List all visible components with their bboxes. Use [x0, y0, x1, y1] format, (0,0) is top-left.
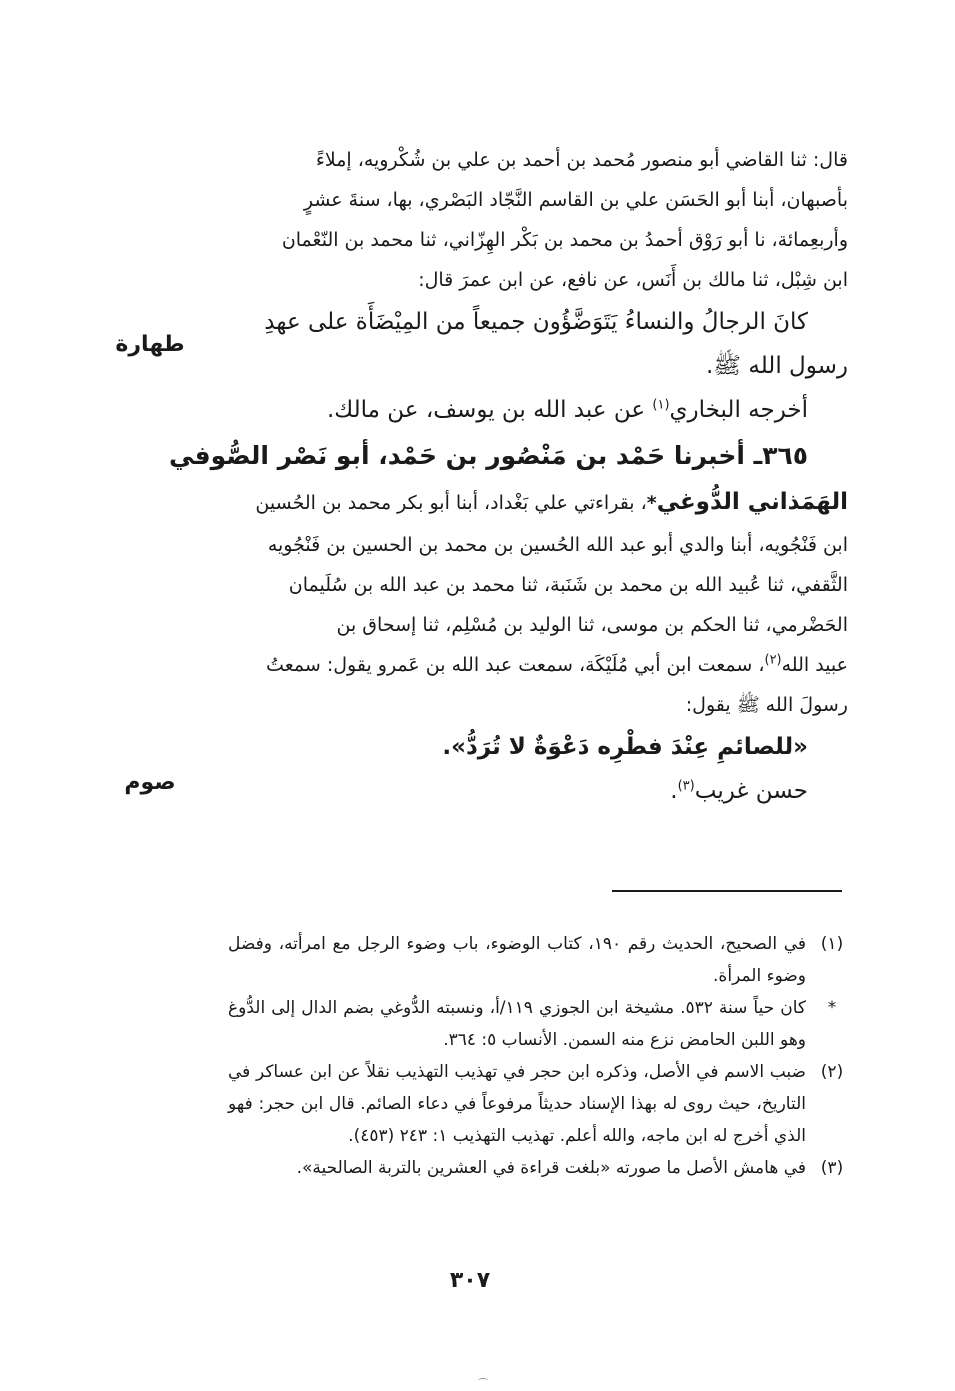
- page-number: ٣٠٧: [449, 1268, 491, 1293]
- footnotes: [228, 928, 850, 1184]
- hadith-text-line: «للصائمِ عِنْدَ فطْرِه دَعْوَةٌ لا تُرَدُّ».: [442, 734, 808, 760]
- footnote-ref: (٢): [764, 652, 782, 668]
- footnote-text: في هامش الأصل ما صورته «بلغت قراءة في العشرين بالتربة الصالحية».: [296, 1158, 806, 1178]
- narrator-name: الهَمَذاني الدُّوغي: [656, 489, 848, 515]
- footnote: [228, 928, 850, 992]
- isnad-text: ، بقراءتي علي بَغْداد، أبنا أبو بكر محمد بن الحُسين: [255, 492, 647, 514]
- margin-note-purity: طهارة: [115, 332, 185, 357]
- footnote-ref: (٣): [677, 778, 695, 794]
- isnad-line: رسولَ الله ﷺ يقول:: [685, 694, 848, 716]
- isnad-line: الحَضْرمي، ثنا الحكم بن موسى، ثنا الوليد بن مُسْلِم، ثنا إسحاق بن: [336, 614, 848, 636]
- footnote-separator: [612, 890, 842, 892]
- footnote-marker: (٣): [820, 1158, 844, 1178]
- hadith-heading: ٣٦٥ـ أخبرنا حَمْد بن مَنْصُور بن حَمْد، أبو نَصْر الصُّوفي: [169, 441, 808, 470]
- main-text: [142, 140, 848, 813]
- hadith-text-line: كانَ الرجالُ والنساءُ يَتَوَضَّؤُون جميعاً من المِيْضَأَة على عهدِ: [264, 309, 808, 335]
- isnad-line: [142, 645, 848, 685]
- footnote-text: كان حياً سنة ٥٣٢. مشيخة ابن الجوزي ١١٩/أ، ونسبته الدُّوغي بضم الدال إلى الدُّوغ وهو اللبن الحامض نزع منه السمن. الأنساب ٥: ٣٦٤.: [228, 998, 806, 1050]
- footnote-text: ضبب الاسم في الأصل، وذكره ابن حجر في تهذيب التهذيب نقلاً عن ابن عساكر في التاريخ، حيث روى له بهذا الإسناد حديثاً مرفوعاً في دعاء الصائم. قال ابن حجر: فهو الذي أخرج له ابن ماجه، والله أعلم. تهذيب التهذيب ١: ٢٤٣ (٤٥٣).: [228, 1062, 806, 1146]
- hadith-text-line: رسول الله ﷺ.: [705, 353, 848, 379]
- isnad-text: عبيد الله: [781, 654, 848, 676]
- isnad-line: الثَّقفي، ثنا عُبيد الله بن محمد بن شَنَبة، ثنا محمد بن عبد الله بن سُلَيمان: [288, 574, 848, 596]
- footnote: [228, 1152, 850, 1184]
- isnad-line: وأربعِمائة، نا أبو رَوْق أحمدُ بن محمد بن بَكْر الهِزّاني، ثنا محمد بن النّعْمان: [281, 229, 848, 251]
- footnote: [228, 992, 850, 1056]
- footnote: [228, 1056, 850, 1152]
- footnote-star: *: [646, 492, 657, 514]
- heading-continuation: [142, 480, 848, 525]
- isnad-text: ، سمعت ابن أبي مُلَيْكَة، سمعت عبد الله بن عَمرو يقول: سمعتُ: [266, 654, 765, 676]
- takhrij-text: أخرجه البخاري: [669, 397, 808, 423]
- footnote-ref: (١): [652, 397, 670, 413]
- footnote-marker: (٢): [820, 1062, 844, 1082]
- isnad-line: قال: ثنا القاضي أبو منصور مُحمد بن أحمد بن علي بن شُكْرويه، إملاءً: [315, 149, 848, 171]
- footnote-marker: *: [827, 998, 837, 1018]
- grade-line: [142, 769, 848, 813]
- footnote-marker: (١): [820, 934, 844, 954]
- takhrij-text: عن عبد الله بن يوسف، عن مالك.: [326, 397, 653, 423]
- grade-text: .: [670, 778, 678, 804]
- scan-mark: [478, 1378, 488, 1383]
- isnad-line: ابن فَنْجُويه، أبنا والدي أبو عبد الله الحُسين بن محمد بن الحسين بن فَنْجُويه: [267, 534, 848, 556]
- margin-note-fasting: صوم: [124, 770, 176, 795]
- isnad-line: ابن شِبْل، ثنا مالك بن أَنَس، عن نافع، عن ابن عمرَ قال:: [418, 269, 848, 291]
- grade-text: حسن غريب: [694, 778, 808, 804]
- takhrij-line: [142, 388, 848, 432]
- isnad-line: بأصبهان، أبنا أبو الحَسَن علي بن القاسم النَّجّاد البَصْري، بها، سنةَ عشرٍ: [303, 189, 848, 211]
- footnote-text: في الصحيح، الحديث رقم ١٩٠، كتاب الوضوء، باب وضوء الرجل مع امرأته، وفضل وضوء المرأة.: [228, 934, 806, 986]
